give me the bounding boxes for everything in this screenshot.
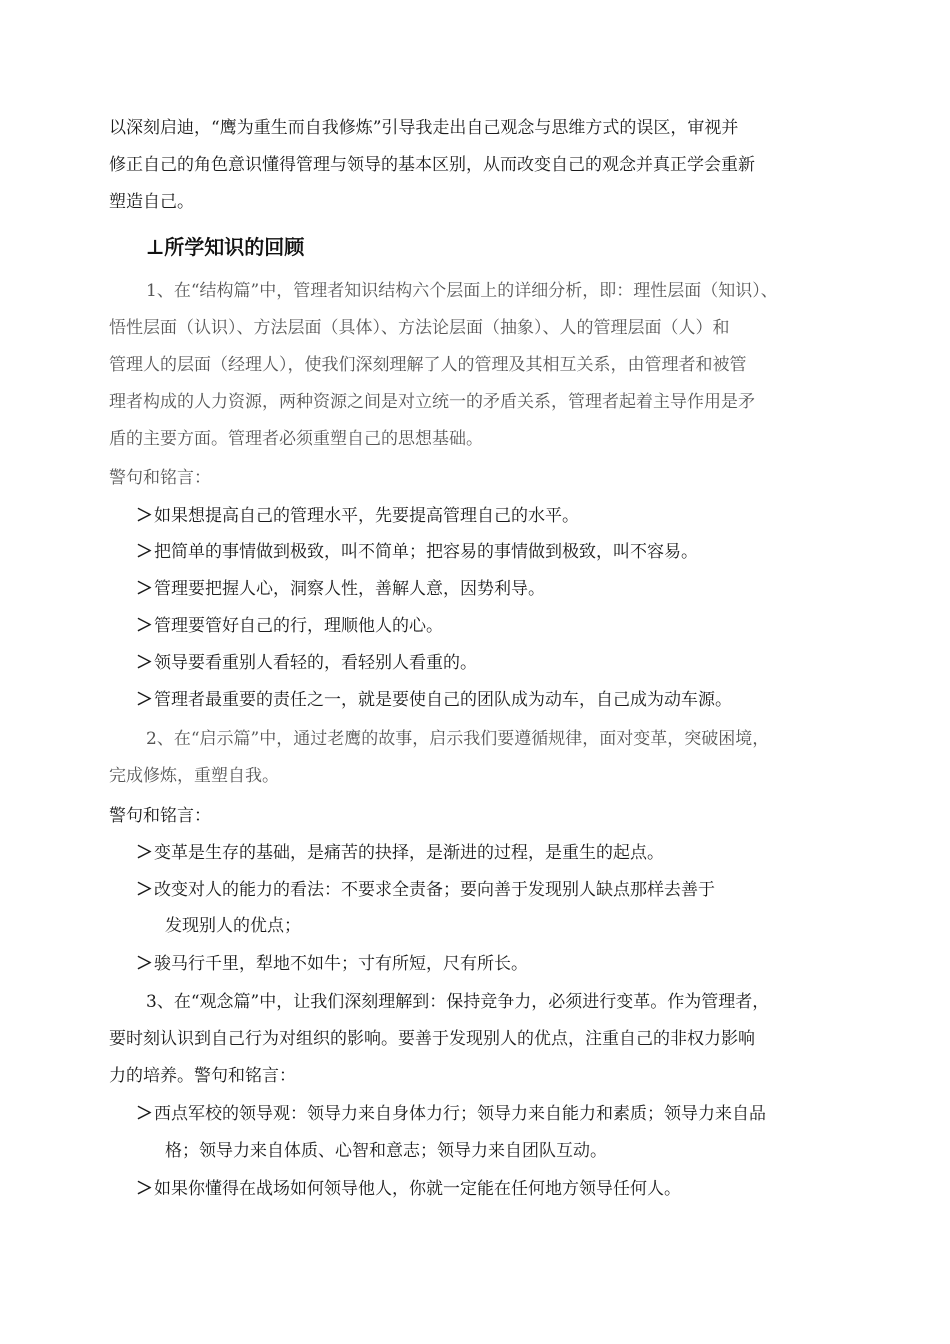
bullet-arrow-icon: ＞ bbox=[136, 1104, 153, 1124]
part2-bullet-2: ＞改变对人的能力的看法：不要求全责备；要向善于发现别人缺点那样去善于 bbox=[136, 880, 715, 900]
bullet-arrow-icon: ＞ bbox=[136, 690, 153, 710]
bullet-arrow-icon: ＞ bbox=[136, 954, 153, 974]
bullet-arrow-icon: ＞ bbox=[136, 1179, 153, 1199]
section-marker: ⊥ bbox=[146, 235, 165, 259]
part3-bullet-1-cont: 格；领导力来自体质、心智和意志；领导力来自团队互动。 bbox=[165, 1141, 607, 1161]
part1-bullet-5: ＞领导要看重别人看轻的，看轻别人看重的。 bbox=[136, 653, 477, 673]
part1-maxims-label: 警句和铭言： bbox=[109, 468, 211, 488]
part2-bullet-1: ＞变革是生存的基础，是痛苦的抉择，是渐进的过程，是重生的起点。 bbox=[136, 843, 664, 863]
part2-line-1: 2、在“启示篇”中，通过老鹰的故事，启示我们要遵循规律，面对变革，突破困境， bbox=[146, 729, 770, 749]
section-heading bbox=[146, 236, 304, 258]
intro-line-1: 以深刻启迪，“鹰为重生而自我修炼”引导我走出自己观念与思维方式的误区，审视并 bbox=[109, 118, 739, 138]
part1-line-1: 1、在“结构篇”中，管理者知识结构六个层面上的详细分析，即：理性层面（知识）、 bbox=[146, 281, 778, 301]
bullet-arrow-icon: ＞ bbox=[136, 579, 153, 599]
part3-line-1: 3、在“观念篇”中，让我们深刻理解到：保持竞争力，必须进行变革。作为管理者， bbox=[146, 992, 770, 1012]
part1-bullet-1: ＞如果想提高自己的管理水平，先要提高管理自己的水平。 bbox=[136, 506, 579, 526]
part1-line-3: 管理人的层面（经理人），使我们深刻理解了人的管理及其相互关系，由管理者和被管 bbox=[109, 355, 747, 375]
intro-line-3: 塑造自己。 bbox=[109, 192, 194, 212]
part1-bullet-2: ＞把简单的事情做到极致，叫不简单；把容易的事情做到极致，叫不容易。 bbox=[136, 542, 698, 562]
part2-line-2: 完成修炼，重塑自我。 bbox=[109, 766, 279, 786]
intro-line-2: 修正自己的角色意识懂得管理与领导的基本区别，从而改变自己的观念并真正学会重新 bbox=[109, 155, 755, 175]
part3-bullet-2: ＞如果你懂得在战场如何领导他人，你就一定能在任何地方领导任何人。 bbox=[136, 1179, 681, 1199]
part2-maxims-label: 警句和铭言： bbox=[109, 806, 211, 826]
part1-line-2: 悟性层面（认识）、方法层面（具体）、方法论层面（抽象）、人的管理层面（人）和 bbox=[109, 318, 730, 338]
part1-bullet-3: ＞管理要把握人心，洞察人性，善解人意，因势利导。 bbox=[136, 579, 545, 599]
part1-line-4: 理者构成的人力资源，两种资源之间是对立统一的矛盾关系，管理者起着主导作用是矛 bbox=[109, 392, 755, 412]
bullet-arrow-icon: ＞ bbox=[136, 653, 153, 673]
section-title: 所学知识的回顾 bbox=[164, 235, 305, 259]
part3-line-3: 力的培养。警句和铭言： bbox=[109, 1066, 296, 1086]
part2-bullet-3: ＞骏马行千里，犁地不如牛；寸有所短，尺有所长。 bbox=[136, 954, 528, 974]
bullet-arrow-icon: ＞ bbox=[136, 880, 153, 900]
bullet-arrow-icon: ＞ bbox=[136, 616, 153, 636]
part2-bullet-2-cont: 发现别人的优点； bbox=[165, 916, 301, 936]
part1-bullet-4: ＞管理要管好自己的行，理顺他人的心。 bbox=[136, 616, 443, 636]
bullet-arrow-icon: ＞ bbox=[136, 506, 153, 526]
part1-bullet-6: ＞管理者最重要的责任之一，就是要使自己的团队成为动车，自己成为动车源。 bbox=[136, 690, 732, 710]
bullet-arrow-icon: ＞ bbox=[136, 542, 153, 562]
part3-bullet-1: ＞西点军校的领导观：领导力来自身体力行；领导力来自能力和素质；领导力来自品 bbox=[136, 1104, 766, 1124]
bullet-arrow-icon: ＞ bbox=[136, 843, 153, 863]
part1-line-5: 盾的主要方面。管理者必须重塑自己的思想基础。 bbox=[109, 429, 483, 449]
part3-line-2: 要时刻认识到自己行为对组织的影响。要善于发现别人的优点，注重自己的非权力影响 bbox=[109, 1029, 755, 1049]
